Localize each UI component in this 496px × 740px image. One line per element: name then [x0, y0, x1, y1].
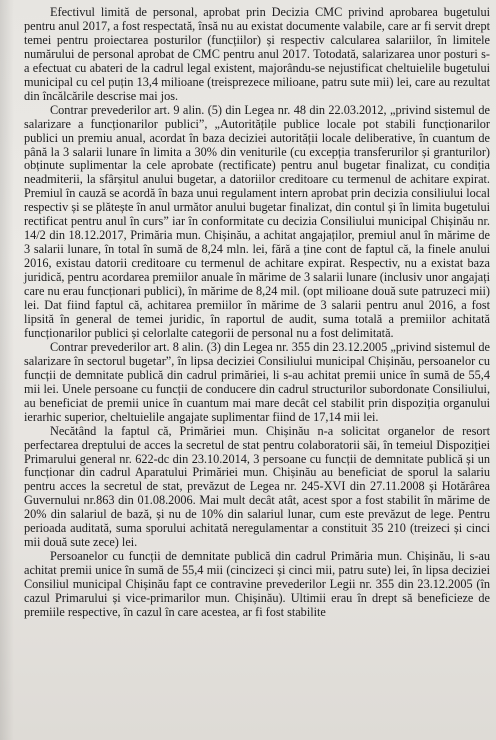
paragraph-public-office-bonus: Persoanelor cu funcții de demnitate publică din cadrul Primăria mun. Chișinău, li s-au achitat premii unice în sumă de 55,4 mii (cincizeci și cinci mii, patru sute) lei, în lipsa deciziei Consiliul municipal Chișinău fapt ce contravine prevederilor Legii nr. 355 din 23.12.2005 (în cazul Primarului și vice-primarilor mun. Chișinău). Ultimii erau în drept să beneficieze de premiile respective, în cazul în care acestea, ar fi fost stabilite — [24, 549, 490, 619]
paragraph-state-secret-supplement: Necătând la faptul că, Primăriei mun. Chișinău n-a solicitat organelor de resort perfectarea dreptului de acces la secretul de stat pentru colaboratorii săi, în temeiul Dispoziției Primarului general nr. 622-dc din 23.10.2014, 3 persoane cu funcții de demnitate publică și un funcționar din cadrul Aparatului Primăriei mun. Chișinău au beneficiat de sporul la salariu pentru acces la secretul de stat, prevăzut de Legea nr. 245-XVI din 27.11.2008 și Hotărârea Guvernului nr.863 din 01.08.2006. Mai mult decât atât, acest spor a fost stabilit în mărime de 20% din salariul de bază, și nu de 10% din salariul lunar, cum este prevăzut de lege. Pentru perioada auditată, suma sporului achitată neregulamentar a constituit 35 210 (treizeci și cinci mii două sute zece) lei. — [24, 423, 490, 550]
paragraph-staff-limit: Efectivul limită de personal, aprobat prin Decizia CMC privind aprobarea bugetului pentru anul 2017, a fost respectată, însă nu au existat documente valabile, care ar fi servit drept temei pentru proiectarea posturilor (funcțiilor) și respectiv calcularea salariilor, în limitele numărului de personal aprobat de CMC pentru anul 2017. Totodată, salarizarea unor posturi s-a efectuat cu abateri de la cadrul legal existent, majorându-se nejustificat cheltuielile bugetului municipal cu cel puțin 13,4 milioane (treisprezece milioane, patru sute mii) lei, care au rezultat din încălcările descrise mai jos. — [24, 5, 490, 103]
page-edge-shadow — [0, 0, 14, 740]
paragraph-annual-bonus: Contrar prevederilor art. 9 alin. (5) din Legea nr. 48 din 22.03.2012, „privind sistemul de salarizare a funcționarilor publici”, „Autoritățile publice locale pot stabili funcționarilor publici un premiu anual, acordat în baza deciziei autorității locale deliberative, în cuantum de până la 3 salarii lunare în limita a 30% din veniturile (cu excepția transferurilor și granturilor) obținute suplimentar la cele aprobate (rectificate) pentru anul bugetar finalizat, cu condiția neadmiterii, la sfârșitul anului bugetar, a datoriilor creditoare cu termenul de achitare expirat. Premiul în cauză se acordă în baza unui regulament intern aprobat prin decizia consiliului local respectiv și se plătește în anul următor anului bugetar finalizat, din contul și în limita bugetului rectificat pentru anul în curs” iar în conformitate cu decizia Consiliului municipal Chișinău nr. 14/2 din 18.12.2017, Primăria mun. Chișinău, a achitat angajaților, premiul anul în mărime de 3 salarii lunare, în total în sumă de 8,24 mln. lei, fără a ține cont de faptul că, la finele anului 2016, existau datorii creditoare cu termenul de achitare expirat. Respectiv, nu a existat baza juridică, pentru acordarea premiilor anuale în mărime de 3 salarii lunare (inclusiv unor angajați care nu erau funcționari publici), în mărime de 8,24 mil. (opt milioane două sute patruzeci mii) lei. Dat fiind faptul că, achitarea premiilor în mărime de 3 salarii pentru anul 2016, a fost lipsită în general de temei juridic, în raportul de audit, suma totală a premiilor achitată funcționarilor publici și celorlalte categorii de personal nu a fost delimitată. — [24, 102, 490, 340]
paragraph-one-time-bonus: Contrar prevederilor art. 8 alin. (3) din Legea nr. 355 din 23.12.2005 „privind sistemul de salarizare în sectorul bugetar”, în lipsa deciziei Consiliului municipal Chișinău, persoanelor cu funcții de demnitate publică din cadrul primăriei, li s-au achitat premii unice în sumă de 55,4 mii lei. Unele persoane cu funcții de conducere din cadrul structurilor subordonate Consiliului, au beneficiat de premii unice în cuantum mai mare decât cel stabilit prin dispoziția organului ierarhic superior, cheltuielile angajate suplimentar fiind de 17,14 mii lei. — [24, 339, 490, 424]
document-body — [24, 6, 490, 620]
